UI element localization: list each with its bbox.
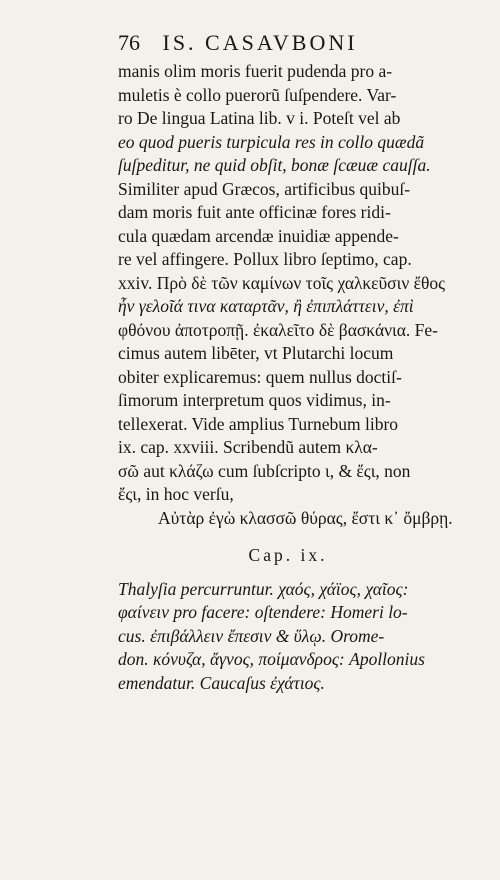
- body-line: ix. cap. xxviii. Scribendũ autem κλα-: [118, 437, 378, 457]
- summary-line: φαίνειν pro facere: oſtendere: Homeri lo-: [118, 602, 408, 622]
- summary-line: Thalyſia percurruntur. χαός, χάϊος, χαῖος:: [118, 578, 409, 599]
- body-line: dam moris fuit ante officinæ fores ridi-: [118, 202, 391, 222]
- body-line: ro De lingua Latina lib. v i. Poteſt vel ab: [118, 108, 401, 128]
- body-line: φθόνου ἀποτροπῇ. ἐκαλεῖτο δὲ βασκάνια. Fe-: [118, 319, 438, 340]
- running-title: IS. CASAVBONI: [162, 30, 358, 55]
- body-line: manis olim moris fuerit pudenda pro a-: [118, 61, 393, 81]
- chapter-heading: Cap. ix.: [248, 545, 328, 565]
- body-line: σῶ aut κλάζω cum ſubſcripto ι, & ἔςι, non: [118, 460, 411, 481]
- body-line: xxiv. Πρὸ δὲ τῶν καμίνων τοῖς χαλκεῦσιν ἔθος: [118, 272, 446, 293]
- chapter-summary: [118, 578, 458, 696]
- summary-line: cus. ἐπιβάλλειν ἔπεσιν & ὕλῳ. Orome-: [118, 625, 385, 646]
- body-line: tellexerat. Vide amplius Turnebum libro: [118, 413, 399, 434]
- body-line: cimus autem libēter, vt Plutarchi locum: [118, 343, 394, 363]
- body-line: obiter explicaremus: quem nullus doctiſ-: [118, 366, 402, 387]
- body-line: Similiter apud Græcos, artificibus quibuſ-: [118, 178, 411, 199]
- body-line: ἔςι, in hoc verſu,: [118, 484, 234, 504]
- verse-line: Αὐτὰρ ἐγὼ κλασσῶ θύρας, ἔστι κ᾿ ὄμβρῃ.: [158, 507, 453, 528]
- text-block: [118, 60, 458, 695]
- running-header: [118, 30, 358, 56]
- body-line: ſimorum interpretum quos vidimus, in-: [118, 390, 391, 410]
- body-line: ἦν γελοῖά τινα καταρτᾶν, ἢ ἐπιπλάττειν, ἐπὶ: [118, 296, 414, 316]
- body-line: eo quod pueris turpicula res in collo quædã: [118, 131, 425, 152]
- summary-line: emendatur. Caucaſus ἐχάτιος.: [118, 672, 325, 693]
- body-line: cula quædam arcendæ inuidiæ appende-: [118, 225, 399, 246]
- body-line: ſuſpeditur, ne quid obſit, bonæ ſcæuæ cauſſa.: [118, 155, 431, 175]
- body-line: muletis è collo puerorũ ſuſpendere. Var-: [118, 84, 397, 105]
- page-number: 76: [118, 30, 140, 55]
- body-line: re vel affingere. Pollux libro ſeptimo, cap.: [118, 249, 412, 269]
- summary-line: don. κόνυζα, ἄγνος, ποίμανδρος: Apollonius: [118, 649, 425, 669]
